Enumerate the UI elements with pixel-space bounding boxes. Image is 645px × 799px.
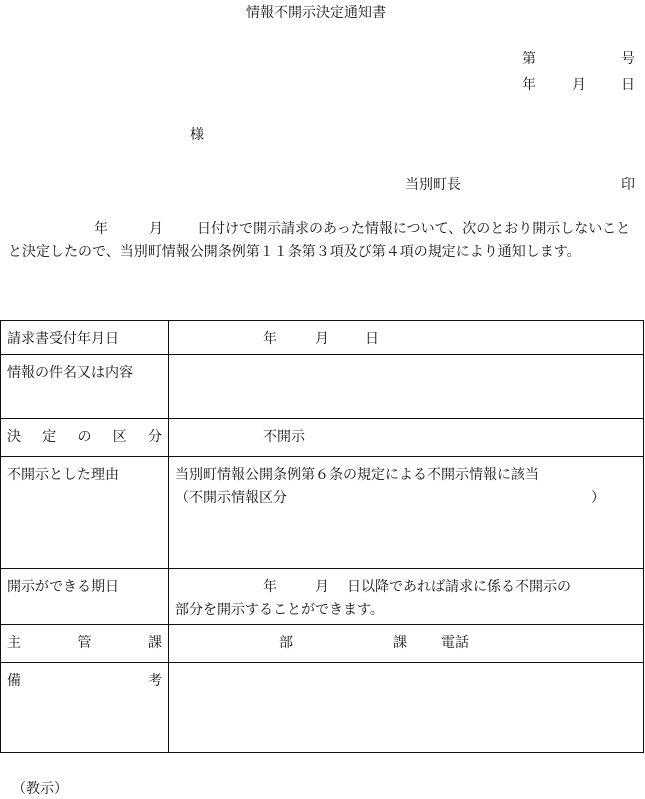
decision-table bbox=[0, 320, 644, 753]
body-text: 日付けで開示請求のあった情報について、次のとおり開示しないことと決定したので、当別町情報公開条例第１１条第３項及び第４項の規定により通知します。 bbox=[8, 221, 631, 260]
value-decision: 不開示 bbox=[169, 419, 644, 457]
body-date-month: 月 bbox=[149, 221, 163, 237]
label-department: 主 管 課 bbox=[7, 635, 162, 651]
document-number-prefix: 第 bbox=[522, 51, 536, 67]
value-reason: 当別町情報公開条例第６条の規定による不開示情報に該当 （不開示情報区分 ） bbox=[169, 457, 644, 569]
row-reason bbox=[1, 457, 644, 569]
document-number-suffix: 号 bbox=[621, 51, 635, 67]
label-remarks: 備 考 bbox=[7, 673, 162, 689]
sender-seal: 印 bbox=[621, 177, 635, 193]
label-decision: 決 定 の 区 分 bbox=[7, 429, 162, 445]
label-subject: 情報の件名又は内容 bbox=[7, 365, 133, 381]
row-subject bbox=[1, 355, 644, 419]
document-date-year: 年 bbox=[522, 77, 536, 93]
label-reason: 不開示とした理由 bbox=[7, 467, 119, 483]
reason-category-label: （不開示情報区分 bbox=[175, 490, 287, 506]
value-disclosable-date: 年 月 日以降であれば請求に係る不開示の 部分を開示することができます。 bbox=[169, 569, 644, 625]
row-decision bbox=[1, 419, 644, 457]
row-disclosable-date bbox=[1, 569, 644, 625]
label-disclosable-date: 開示ができる期日 bbox=[7, 579, 119, 595]
instruction-note: （教示） bbox=[12, 781, 68, 797]
value-department: 部 課 電話 bbox=[169, 625, 644, 663]
row-remarks bbox=[1, 663, 644, 753]
document-date-month: 月 bbox=[572, 77, 586, 93]
value-remarks bbox=[169, 663, 644, 753]
sender-name: 当別町長 bbox=[405, 177, 461, 193]
notice-body bbox=[8, 218, 638, 264]
document-title: 情報不開示決定通知書 bbox=[246, 5, 386, 21]
value-request-date: 年 月 日 bbox=[169, 321, 644, 355]
row-department bbox=[1, 625, 644, 663]
document-date-day: 日 bbox=[621, 77, 635, 93]
row-request-date bbox=[1, 321, 644, 355]
addressee-suffix: 様 bbox=[190, 127, 204, 143]
body-date-year: 年 bbox=[94, 221, 108, 237]
label-request-date: 請求書受付年月日 bbox=[7, 331, 119, 347]
value-subject bbox=[169, 355, 644, 419]
